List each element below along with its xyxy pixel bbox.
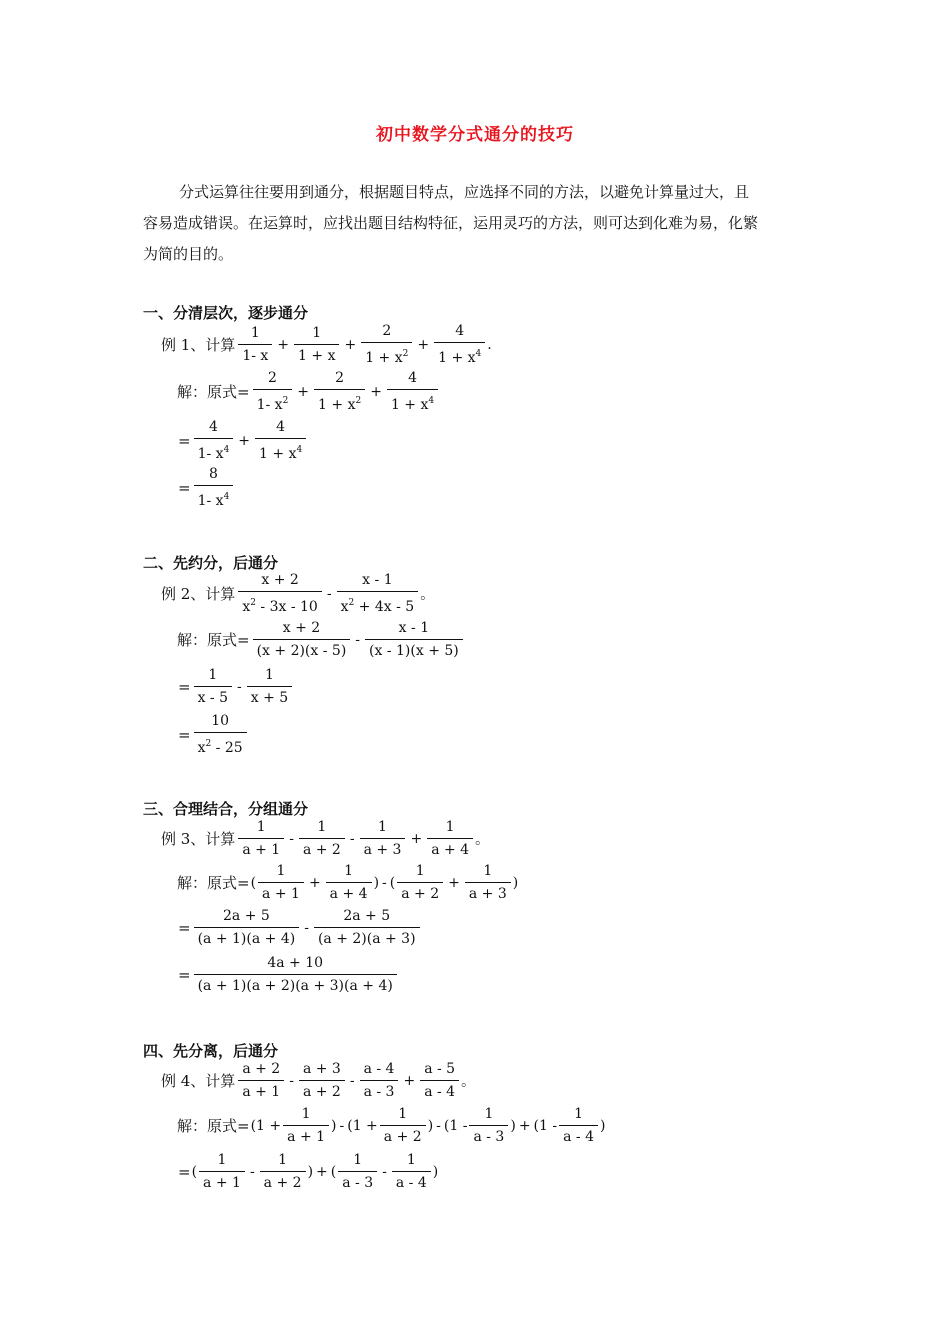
numerator: x + 2 [282, 620, 321, 636]
fraction [194, 907, 300, 948]
math-symbol: ) [307, 1163, 314, 1180]
operator: - [355, 631, 361, 648]
exponent: 4 [475, 349, 482, 359]
fraction [434, 322, 485, 367]
numerator: 1 [483, 863, 493, 879]
page-title: 初中数学分式通分的技巧 [376, 125, 574, 145]
denominator: x - 5 [194, 686, 232, 707]
denominator: $1 + x^4$ [434, 342, 485, 367]
operator: + [410, 830, 423, 847]
fraction [199, 1151, 245, 1192]
denominator: $x^2 - 3x - 10$ [238, 591, 322, 616]
denominator: $1 + x^4$ [387, 389, 438, 414]
numerator: x + 2 [261, 572, 299, 588]
denominator: x + 5 [247, 686, 292, 707]
denominator: a + 2 [380, 1125, 426, 1146]
denominator: a - 4 [392, 1171, 431, 1192]
example-4-step-2 [178, 1151, 438, 1192]
fraction [194, 418, 234, 463]
section-heading: 三、合理结合，分组通分 [143, 800, 309, 818]
operator: + [370, 383, 382, 400]
example-3-step-2 [178, 907, 422, 948]
denominator: a + 3 [360, 838, 406, 859]
math-symbol: . [487, 336, 492, 353]
fraction [314, 369, 365, 414]
operator: - [349, 1072, 355, 1089]
math-symbol: = [178, 431, 191, 450]
numerator: x - 1 [362, 572, 393, 588]
numerator: 1 [312, 325, 322, 341]
numerator: 1 [353, 1152, 363, 1168]
fraction [469, 1105, 508, 1146]
denominator: 1- $x^4$ [194, 485, 234, 510]
math-symbol: ) [600, 1117, 606, 1134]
math-symbol: = [178, 918, 191, 937]
math-symbol: (1 + [347, 1117, 378, 1134]
fraction [238, 1060, 284, 1101]
operator: - [382, 874, 387, 891]
math-symbol: ) [331, 1117, 337, 1134]
denominator: a + 1 [258, 882, 304, 903]
intro-line: 分式运算往往要用到通分，根据题目特点，应选择不同的方法，以避免计算量过大，且 [179, 183, 750, 201]
denominator: 1 + x [294, 344, 339, 365]
example-2-step-3 [178, 712, 249, 757]
operator: - [304, 919, 309, 936]
numerator: 8 [208, 466, 218, 482]
math-symbol: = [178, 725, 191, 744]
math-symbol: 。 [461, 1073, 476, 1090]
operator: + [277, 336, 290, 353]
operator: - [339, 1117, 345, 1134]
exponent: 2 [355, 396, 362, 406]
math-symbol: = [178, 965, 191, 984]
math-symbol: ) [432, 1163, 439, 1180]
fraction [247, 666, 292, 707]
operator: + [316, 1163, 328, 1180]
denominator: a + 1 [238, 838, 284, 859]
example-1-question [161, 322, 492, 367]
numerator: 4 [208, 419, 218, 435]
fraction [326, 862, 372, 903]
numerator: 1 [344, 863, 354, 879]
numerator: 1 [317, 819, 327, 835]
math-symbol: = [178, 478, 191, 497]
math-symbol: = [178, 1162, 191, 1181]
fraction [360, 1060, 399, 1101]
numerator: 1 [398, 1106, 408, 1122]
denominator: (a + 1)(a + 4) [194, 927, 300, 948]
exponent: 4 [223, 445, 230, 455]
denominator: a - 3 [338, 1171, 377, 1192]
math-symbol: 。 [475, 831, 490, 848]
example-2-step-2 [178, 666, 294, 707]
numerator: 1 [256, 819, 266, 835]
numerator: 4 [455, 323, 465, 339]
numerator: 2 [382, 323, 392, 339]
fraction [387, 369, 438, 414]
fraction [337, 571, 419, 616]
fraction [427, 818, 473, 859]
exponent: 2 [402, 349, 409, 359]
fraction [392, 1151, 431, 1192]
fraction [258, 862, 304, 903]
denominator: a + 1 [199, 1171, 245, 1192]
fraction [299, 1060, 345, 1101]
math-symbol: (1 - [443, 1117, 468, 1134]
denominator: 1- $x^2$ [253, 389, 293, 414]
exponent: 2 [205, 739, 212, 749]
denominator: 1- x [238, 344, 272, 365]
operator: - [382, 1163, 387, 1180]
fraction [294, 324, 339, 365]
numerator: 1 [378, 819, 387, 835]
denominator: $1 + x^4$ [255, 438, 306, 463]
fraction [194, 666, 232, 707]
fraction [420, 1060, 459, 1101]
operator: - [349, 830, 355, 847]
numerator: 4 [276, 419, 286, 435]
math-symbol: ) [373, 874, 380, 891]
numerator: 4 [408, 370, 417, 386]
denominator: (a + 2)(a + 3) [314, 927, 420, 948]
fraction [365, 619, 463, 660]
section-heading: 四、先分离，后通分 [143, 1042, 279, 1060]
operator: - [289, 1072, 294, 1089]
operator: + [238, 432, 251, 449]
denominator: $x^2 - 25$ [194, 732, 247, 757]
operator: + [417, 336, 430, 353]
operator: + [308, 874, 321, 891]
numerator: 1 [250, 325, 260, 341]
denominator: (x - 1)(x + 5) [365, 639, 463, 660]
math-symbol: ( [250, 874, 257, 891]
fraction [361, 322, 412, 367]
fraction [380, 1105, 426, 1146]
intro-line: 容易造成错误。在运算时，应找出题目结构特征，运用灵巧的方法，则可达到化难为易，化繁 [143, 214, 759, 232]
numerator: a - 4 [363, 1061, 395, 1077]
exponent: 4 [296, 445, 303, 455]
denominator: a + 1 [283, 1125, 329, 1146]
numerator: 1 [445, 819, 455, 835]
exponent: 4 [428, 396, 435, 406]
numerator: 1 [415, 863, 425, 879]
fraction [283, 1105, 329, 1146]
fraction [194, 712, 247, 757]
numerator: a - 5 [424, 1061, 456, 1077]
numerator: a + 2 [242, 1061, 281, 1077]
numerator: 1 [301, 1106, 311, 1122]
math-symbol: = [178, 677, 191, 696]
operator: + [344, 336, 357, 353]
fraction [194, 954, 397, 995]
example-1-step-2 [178, 418, 308, 463]
exponent: 2 [348, 598, 355, 608]
denominator: a + 2 [397, 882, 443, 903]
fraction [465, 862, 511, 903]
denominator: a + 4 [326, 882, 372, 903]
section-heading: 一、分清层次，逐步通分 [143, 304, 309, 322]
fraction [260, 1151, 306, 1192]
numerator: 1 [276, 863, 286, 879]
example-label: 例 1、计算 [161, 336, 236, 354]
operator: + [448, 874, 460, 891]
denominator: a + 1 [238, 1080, 284, 1101]
denominator: a + 2 [299, 838, 345, 859]
numerator: 1 [484, 1106, 494, 1122]
denominator: a - 3 [360, 1080, 399, 1101]
denominator: a + 3 [465, 882, 511, 903]
exponent: 4 [223, 492, 230, 502]
math-symbol: ( [191, 1163, 198, 1180]
math-symbol: ( [389, 874, 396, 891]
math-symbol: 解：原式= [177, 1117, 250, 1135]
math-symbol: ( [330, 1163, 337, 1180]
denominator: (x + 2)(x - 5) [253, 639, 351, 660]
operator: - [249, 1163, 255, 1180]
math-symbol: 例 3、计算 [161, 830, 236, 848]
math-symbol: ) [510, 1117, 516, 1134]
example-3-step-3 [178, 954, 399, 995]
math-symbol: 解：原式= [177, 383, 250, 401]
fraction [559, 1105, 598, 1146]
fraction [253, 619, 351, 660]
exponent: 2 [250, 598, 256, 608]
example-2-step-1 [177, 619, 465, 660]
denominator: a + 2 [260, 1171, 306, 1192]
denominator: a - 4 [559, 1125, 598, 1146]
math-symbol: ) [512, 874, 519, 891]
exponent: 2 [282, 396, 289, 406]
numerator: 1 [208, 667, 218, 683]
math-symbol: ) [427, 1117, 434, 1134]
denominator: $1 + x^2$ [314, 389, 365, 414]
operator: - [289, 830, 294, 847]
fraction [360, 818, 406, 859]
example-3-step-1 [177, 862, 518, 903]
math-symbol: (1 + [250, 1117, 282, 1134]
denominator: a + 2 [299, 1080, 345, 1101]
denominator: (a + 1)(a + 2)(a + 3)(a + 4) [194, 974, 397, 995]
numerator: 1 [574, 1106, 584, 1122]
example-4-question [161, 1060, 475, 1101]
example-1-step-1 [177, 369, 440, 414]
example-3-question [161, 818, 489, 859]
numerator: 1 [217, 1152, 227, 1168]
denominator: $x^2 + 4x - 5$ [337, 591, 419, 616]
math-symbol: 。 [420, 586, 435, 603]
operator: - [326, 585, 332, 602]
numerator: 1 [406, 1152, 416, 1168]
numerator: 2a + 5 [343, 908, 391, 924]
fraction [238, 818, 284, 859]
fraction [238, 571, 322, 616]
operator: + [518, 1117, 531, 1134]
example-4-step-1 [177, 1105, 605, 1146]
intro-paragraph [143, 177, 811, 270]
denominator: a - 4 [420, 1080, 459, 1101]
numerator: x - 1 [398, 620, 430, 636]
numerator: 2 [335, 370, 345, 386]
operator: + [403, 1072, 416, 1089]
operator: - [237, 678, 242, 695]
example-1-step-3 [178, 465, 235, 510]
numerator: 2a + 5 [222, 908, 270, 924]
math-symbol: 例 4、计算 [161, 1072, 236, 1090]
fraction [255, 418, 306, 463]
fraction [338, 1151, 377, 1192]
section-heading: 二、先约分，后通分 [143, 554, 279, 572]
math-symbol: (1 - [533, 1117, 558, 1134]
denominator: 1- $x^4$ [194, 438, 234, 463]
numerator: 1 [265, 667, 274, 683]
intro-line: 为简的目的。 [143, 245, 234, 263]
denominator: a - 3 [469, 1125, 508, 1146]
numerator: 2 [267, 370, 277, 386]
operator: - [436, 1117, 441, 1134]
fraction [397, 862, 443, 903]
math-symbol: 解：原式= [177, 874, 250, 892]
fraction [314, 907, 420, 948]
denominator: $1 + x^2$ [361, 342, 412, 367]
denominator: a + 4 [427, 838, 473, 859]
math-symbol: 解：原式= [177, 631, 250, 649]
operator: + [297, 383, 310, 400]
fraction [238, 324, 272, 365]
numerator: 1 [278, 1152, 288, 1168]
numerator: a + 3 [302, 1061, 341, 1077]
fraction [299, 818, 345, 859]
example-2-question [161, 571, 434, 616]
math-symbol: 例 2、计算 [161, 585, 236, 603]
numerator: 4a + 10 [267, 955, 324, 971]
fraction [253, 369, 293, 414]
numerator: 10 [211, 713, 230, 729]
fraction [194, 465, 234, 510]
